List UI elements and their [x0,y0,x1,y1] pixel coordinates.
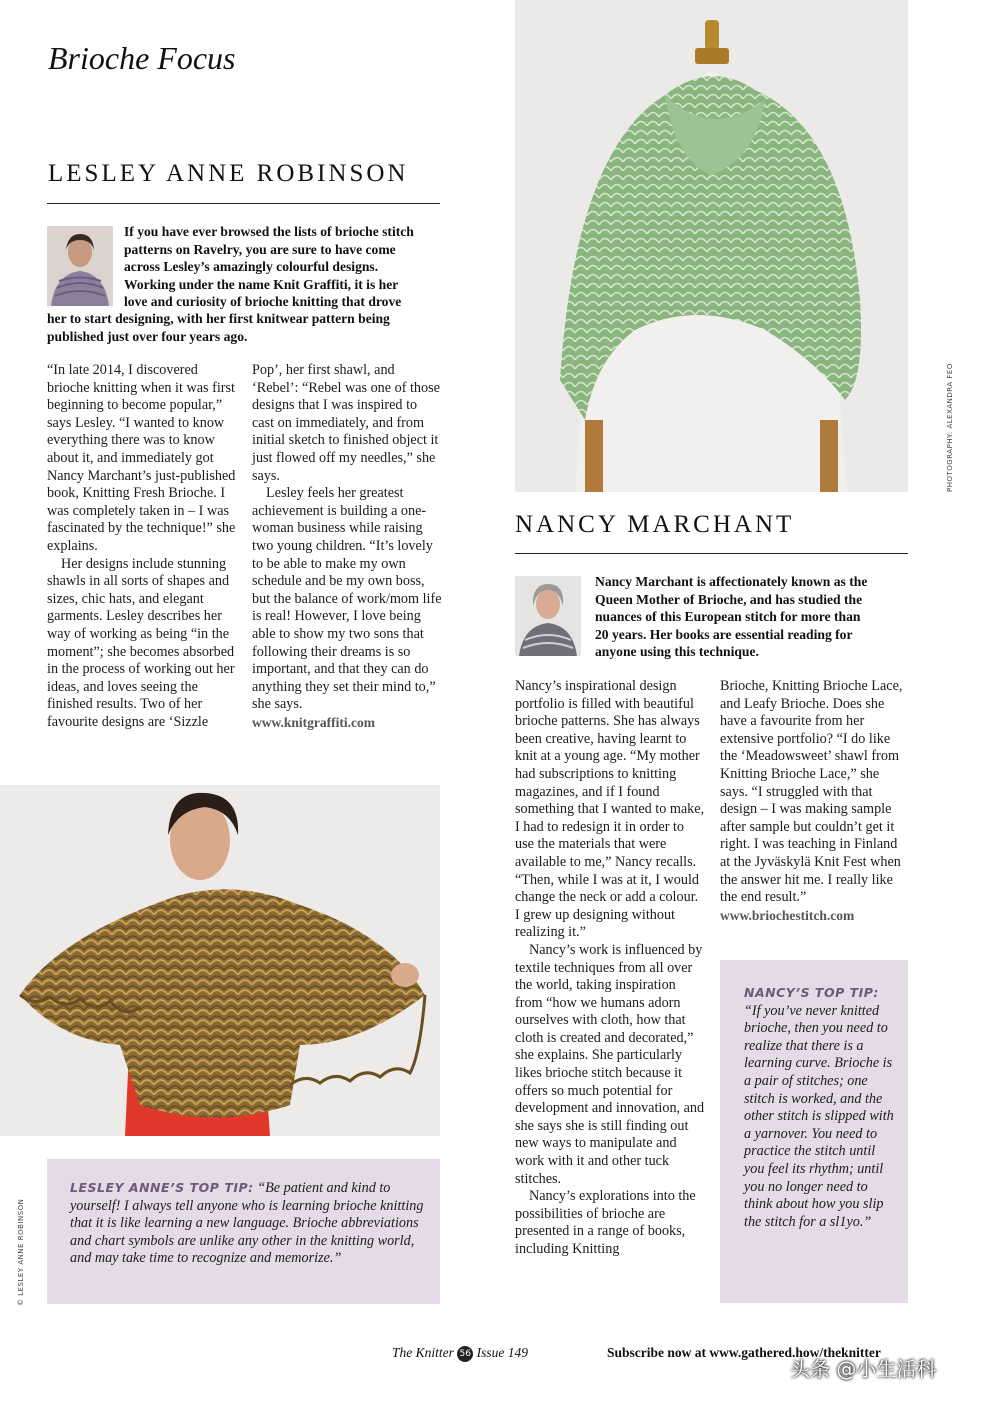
paragraph: Her designs include stunning shawls in all sorts of shapes and sizes, chic hats, and elegant garments. Lesley describes her way of working as being “in the moment”; she becomes absorbed in the process of working out her ideas, and loves seeing the finished results. Two of her favourite designs are ‘Sizzle [47,555,235,730]
lesley-intro-full [47,310,447,345]
paragraph: Nancy’s work is influenced by textile techniques from all over the world, taking inspiration from “how we humans adorn ourselves with cloth, how that cloth is created and decorated,” she explains. She particularly likes brioche stitch because it offers so much potential for development and innovation, and she says she is still finding out new ways to manipulate and work with it and other tuck stitches. [515,941,705,1187]
paragraph: Pop’, her first shawl, and ‘Rebel’: “Rebel was one of those designs that I was inspired to cast on immediately, and from initial sketch to finished object it just flowed off my needles,” she says. [252,362,440,484]
nancy-body-col1 [515,678,705,1259]
lesley-shawl-photo [0,785,440,1136]
nancy-name-heading: NANCY MARCHANT [515,511,795,538]
intro-line: love and curiosity of brioche knitting that drove [124,294,402,309]
lesley-portrait [47,226,113,306]
footer-magazine [392,1345,528,1362]
nancy-intro [595,573,910,661]
intro-line: anyone using this technique. [595,644,759,659]
lesley-body-col1 [47,362,237,731]
magazine-name: The Knitter [392,1345,454,1360]
intro-line: Working under the name Knit Graffiti, it is her [124,276,399,292]
lesley-tip [70,1179,425,1268]
nancy-shawl-photo [515,0,908,492]
nancy-tip [744,984,894,1231]
lesley-intro-indented [124,223,444,311]
tip-text: “Be patient and kind to yourself! I always tell anyone who is learning brioche knitting that it is like learning a new language. Brioche abbreviations and chart symbols are unlike any other in the knitting world, and may take time to recognize and memorize.” [70,1180,424,1267]
intro-line: nuances of this European stitch for more than [595,609,861,624]
intro-line: If you have ever browsed the lists of brioche stitch [124,224,414,239]
tip-text: “If you’ve never knitted brioche, then you need to realize that there is a learning curve. Brioche is a pair of stitches; one stitch is worked, and the other stitch is slipped with a yarnover. You need to practice the stitch until you feel its rhythm; until you no longer need to think about how you slip the stitch for a sl1yo.” [744,1002,894,1230]
lesley-name-heading: LESLEY ANNE ROBINSON [48,160,409,187]
issue-number: Issue 149 [476,1345,529,1360]
intro-line: patterns on Ravelry, you are sure to have come [124,241,396,257]
nancy-body-col2 [720,678,910,924]
paragraph: Nancy’s inspirational design portfolio is filled with beautiful brioche patterns. She has always been creative, having learnt to knit at a young age. “My mother had subscriptions to knitting magazines, and if I found something that I wanted to make, I had to redesign it in order to use the materials that were available to me,” Nancy recalls. “Then, while I was at it, I would change the neck or add a colour. I grew up designing without realizing it.” [515,678,705,941]
lesley-heading-rule [47,203,440,204]
lesley-photo-credit: © LESLEY ANNE ROBINSON [17,1198,25,1306]
section-title: Brioche Focus [48,40,236,76]
nancy-heading-rule [515,553,908,554]
nancy-portrait [515,576,581,656]
paragraph: Nancy’s explorations into the possibilities of brioche are presented in a range of books, including Knitting [515,1188,696,1257]
tip-label: LESLEY ANNE’S TOP TIP: [70,1180,254,1195]
intro-line: Nancy Marchant is affectionately known as the [595,574,868,589]
tip-label: NANCY’S TOP TIP: [744,985,879,1000]
intro-line: across Lesley’s amazingly colourful designs. [124,259,379,274]
intro-line: published just over four years ago. [47,328,248,344]
lesley-website-link[interactable]: www.knitgraffiti.com [252,714,375,730]
intro-line: her to start designing, with her first knitwear pattern being [47,311,390,326]
footer-subscribe[interactable]: Subscribe now at www.gathered.how/theknitter [607,1345,881,1360]
intro-line: Queen Mother of Brioche, and has studied the [595,591,863,607]
paragraph: “In late 2014, I discovered brioche knitting when it was first beginning to become popular,” says Lesley. “I wanted to know everything there was to know about it, and immediately got Nancy Marchant’s just-published book, Knitting Fresh Brioche. I was completely taken in – I was fascinated by the technique!” she explains. [47,362,236,554]
paragraph: Brioche, Knitting Brioche Lace, and Leafy Brioche. Does she have a favourite from her extensive portfolio? “I do like the ‘Meadowsweet’ shawl from Knitting Brioche Lace,” she says. “I struggled with that design – I was making sample after sample but couldn’t get it right. I was teaching in Finland at the Jyväskylä Knit Fest when the answer hit me. I really like the end result.” [720,678,903,906]
nancy-tip-box [720,960,908,1303]
lesley-body-col2 [252,362,442,731]
intro-line: 20 years. Her books are essential reading for [595,626,853,642]
watermark: 头条 @小生活科 [790,1357,937,1381]
photography-credit: PHOTOGRAPHY: ALEXANDRA FEO [946,363,954,492]
lesley-tip-box [47,1159,440,1304]
page-number: 56 [457,1346,473,1362]
nancy-website-link[interactable]: www.briochestitch.com [720,907,855,923]
paragraph: Lesley feels her greatest achievement is building a one-woman business while raising two young children. “It’s lovely to be able to make my own schedule and be my own boss, but the balance of work/mom life is real! However, I love being able to show my two sons that following their dreams is so important, and that they can do anything they set their mind to,” she says. [252,485,442,713]
